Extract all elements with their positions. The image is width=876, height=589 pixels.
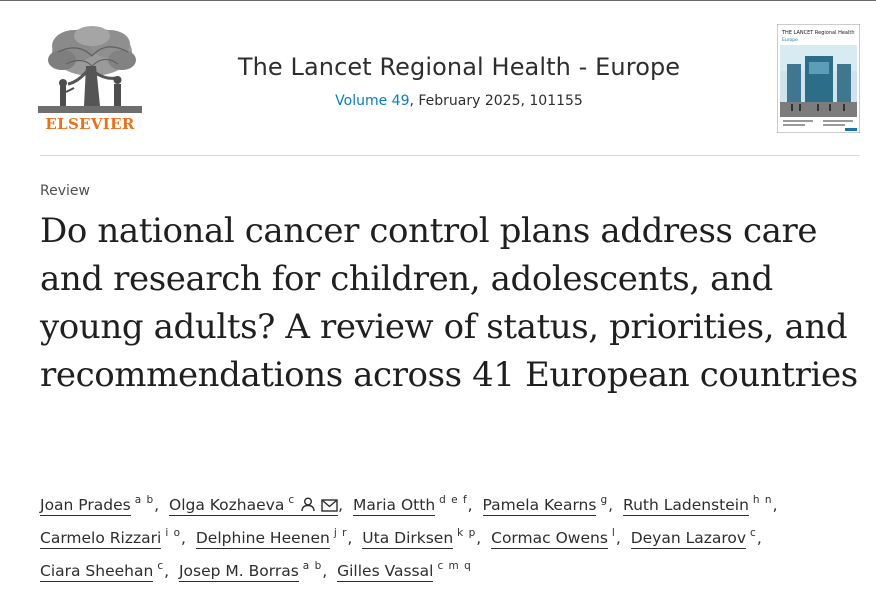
author-link[interactable]: Maria Otth [352, 496, 436, 514]
top-border [0, 0, 876, 1]
journal-cover-thumbnail[interactable] [777, 24, 860, 133]
author-link[interactable]: Uta Dirksen [362, 529, 454, 547]
elsevier-tree-icon [38, 22, 142, 114]
affiliation-sup: d e f [439, 494, 468, 506]
affiliation-sup: c m q [437, 560, 472, 572]
author-item: Pamela Kearns $^g$, [482, 494, 614, 514]
author-item: Maria Otth $^{d e f}$, [352, 494, 473, 514]
volume-link[interactable]: Volume 49 [335, 93, 410, 109]
affiliation-sup: h n [752, 494, 773, 506]
cover-title: THE LANCET Regional Health [782, 30, 855, 36]
author-link[interactable]: Ruth Ladenstein [623, 496, 749, 514]
author-link[interactable]: Joan Prades [40, 496, 131, 514]
affiliation-sup: k p [457, 527, 477, 539]
author-link[interactable]: Cormac Owens [491, 529, 608, 547]
affiliation-sup: i o [165, 527, 181, 539]
author-link[interactable]: Gilles Vassal [337, 562, 434, 580]
affiliation-sup: g [600, 494, 609, 506]
affiliation-sup: l [611, 527, 616, 539]
author-item: Carmelo Rizzari $^{i o}$, [40, 527, 186, 547]
author-item: Olga Kozhaeva $^c$ , [169, 494, 344, 514]
article-type: Review [40, 183, 90, 199]
author-name-text: Olga Kozhaeva [169, 496, 285, 514]
author-item [337, 562, 472, 580]
author-item: Uta Dirksen $^{k p}$, [362, 527, 482, 547]
author-item: Cormac Owens $^l$, [491, 527, 621, 547]
header-divider [40, 155, 860, 156]
affiliation-sup: c [157, 560, 165, 572]
affiliation-sup: c [288, 494, 296, 506]
author-item: Ruth Ladenstein $^{h n}$, [623, 494, 778, 514]
issue-date-text: , February 2025, 101155 [409, 93, 583, 109]
issue-info [200, 93, 718, 109]
author-item: Delphine Heenen $^{j r}$, [195, 527, 353, 547]
author-link[interactable]: Carmelo Rizzari [40, 529, 162, 547]
affiliation-sup: a b [134, 494, 155, 506]
person-icon [301, 497, 315, 512]
author-item: Joan Prades $^{a b}$, [40, 494, 160, 514]
affiliation-sup: a b [302, 560, 323, 572]
affiliation-sup: c [750, 527, 757, 539]
author-link[interactable]: Pamela Kearns [482, 496, 597, 514]
author-item: Josep M. Borras $^{a b}$, [178, 560, 328, 580]
author-link[interactable] [169, 496, 338, 516]
author-link[interactable]: Josep M. Borras [178, 562, 299, 580]
elsevier-logo[interactable] [38, 22, 142, 134]
author-link[interactable]: Delphine Heenen [195, 529, 330, 547]
cover-image [777, 24, 860, 133]
article-title: Do national cancer control plans address care and research for children, adolescents, and young adults? A review of status, priorities, and recommendations across 41 European countries [40, 211, 858, 395]
journal-title[interactable]: The Lancet Regional Health - Europe [237, 53, 681, 81]
author-item: Ciara Sheehan $^c$, [40, 560, 170, 580]
affiliation-sup: j r [333, 527, 348, 539]
author-item: Deyan Lazarov $^c$, [630, 527, 762, 547]
author-link[interactable]: Ciara Sheehan [40, 562, 154, 580]
cover-subtitle: Europe [782, 38, 798, 43]
envelope-icon [321, 499, 338, 512]
author-list [40, 490, 860, 589]
author-link[interactable]: Deyan Lazarov [630, 529, 747, 547]
publisher-name: ELSEVIER [45, 115, 135, 133]
